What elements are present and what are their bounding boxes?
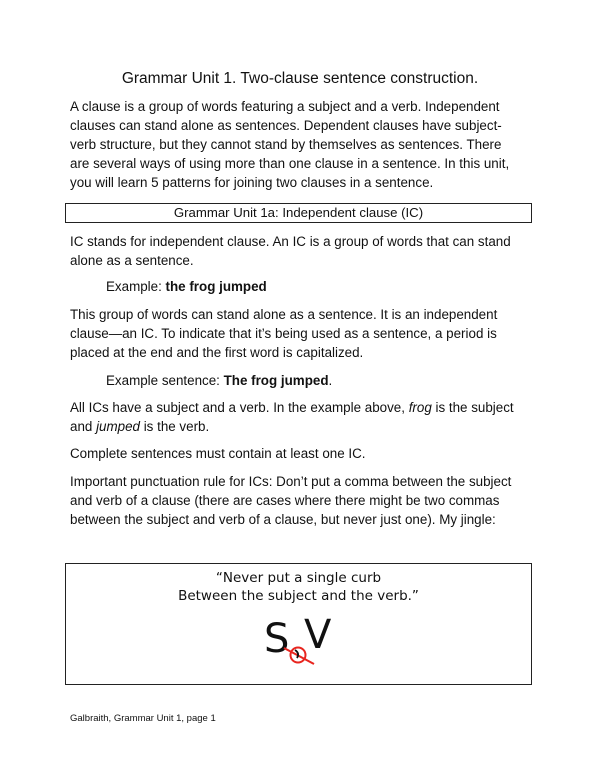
- example-text: the frog jumped: [165, 279, 267, 294]
- punctuation-rule-line: between the subject and verb of a clause, but never just one). My jingle:: [70, 512, 496, 527]
- punctuation-rule-line: and verb of a clause (there are cases where there might be two commas: [70, 493, 500, 508]
- explanation-paragraph: [70, 305, 532, 362]
- intro-line: are several ways of using more than one clause in a sentence. In this unit,: [70, 156, 510, 171]
- intro-line: verb structure, but they cannot stand by themselves as sentences. There: [70, 137, 502, 152]
- verb-letter: V: [304, 612, 332, 658]
- intro-line: A clause is a group of words featuring a subject and a verb. Independent: [70, 99, 500, 114]
- example-sentence-text: The frog jumped: [223, 373, 329, 388]
- subject-word: frog: [408, 400, 432, 415]
- example-label: Example:: [106, 279, 166, 294]
- subject-verb-paragraph: [70, 398, 532, 436]
- subject-verb-text: is the subject: [431, 400, 514, 415]
- subject-verb-line: [70, 398, 532, 417]
- page-title: Grammar Unit 1. Two-clause sentence construction.: [121, 70, 479, 87]
- ic-definition-paragraph: [70, 232, 532, 270]
- subject-verb-text: is the verb.: [139, 419, 210, 434]
- section-heading-box: [65, 203, 532, 223]
- subject-verb-drawing: [262, 608, 342, 672]
- intro-paragraph: [70, 97, 532, 192]
- example-sentence-period: .: [328, 373, 333, 388]
- punctuation-rule-line: Important punctuation rule for ICs: Don’t put a comma between the subject: [70, 474, 512, 489]
- subject-verb-text: and: [70, 419, 97, 434]
- explanation-line: This group of words can stand alone as a sentence. It is an independent: [70, 307, 498, 322]
- subject-verb-text: All ICs have a subject and a verb. In the example above,: [70, 400, 409, 415]
- example-sentence-label: Example sentence:: [106, 373, 224, 388]
- page-footer: Galbraith, Grammar Unit 1, page 1: [70, 713, 216, 724]
- example-line: [106, 277, 568, 296]
- ic-definition-line: IC stands for independent clause. An IC is a group of words that can stand: [70, 234, 511, 249]
- explanation-line: clause—an IC. To indicate that it’s being used as a sentence, a period is: [70, 326, 497, 341]
- explanation-line: placed at the end and the first word is capitalized.: [70, 345, 364, 360]
- punctuation-rule-paragraph: [70, 472, 532, 529]
- complete-sentences-paragraph: Complete sentences must contain at least one IC.: [70, 446, 366, 461]
- subject-letter: S: [264, 616, 290, 662]
- section-heading: Grammar Unit 1a: Independent clause (IC): [173, 205, 424, 220]
- intro-line: clauses can stand alone as sentences. Dependent clauses have subject-: [70, 118, 502, 133]
- subject-verb-line: [70, 417, 532, 436]
- intro-line: you will learn 5 patterns for joining two clauses in a sentence.: [70, 175, 434, 190]
- ic-definition-line: alone as a sentence.: [70, 253, 194, 268]
- example-sentence-line: [106, 371, 568, 390]
- verb-word: jumped: [96, 419, 140, 434]
- jingle-line-2: Between the subject and the verb.”: [178, 588, 419, 604]
- jingle-line-1: “Never put a single curb: [215, 570, 382, 586]
